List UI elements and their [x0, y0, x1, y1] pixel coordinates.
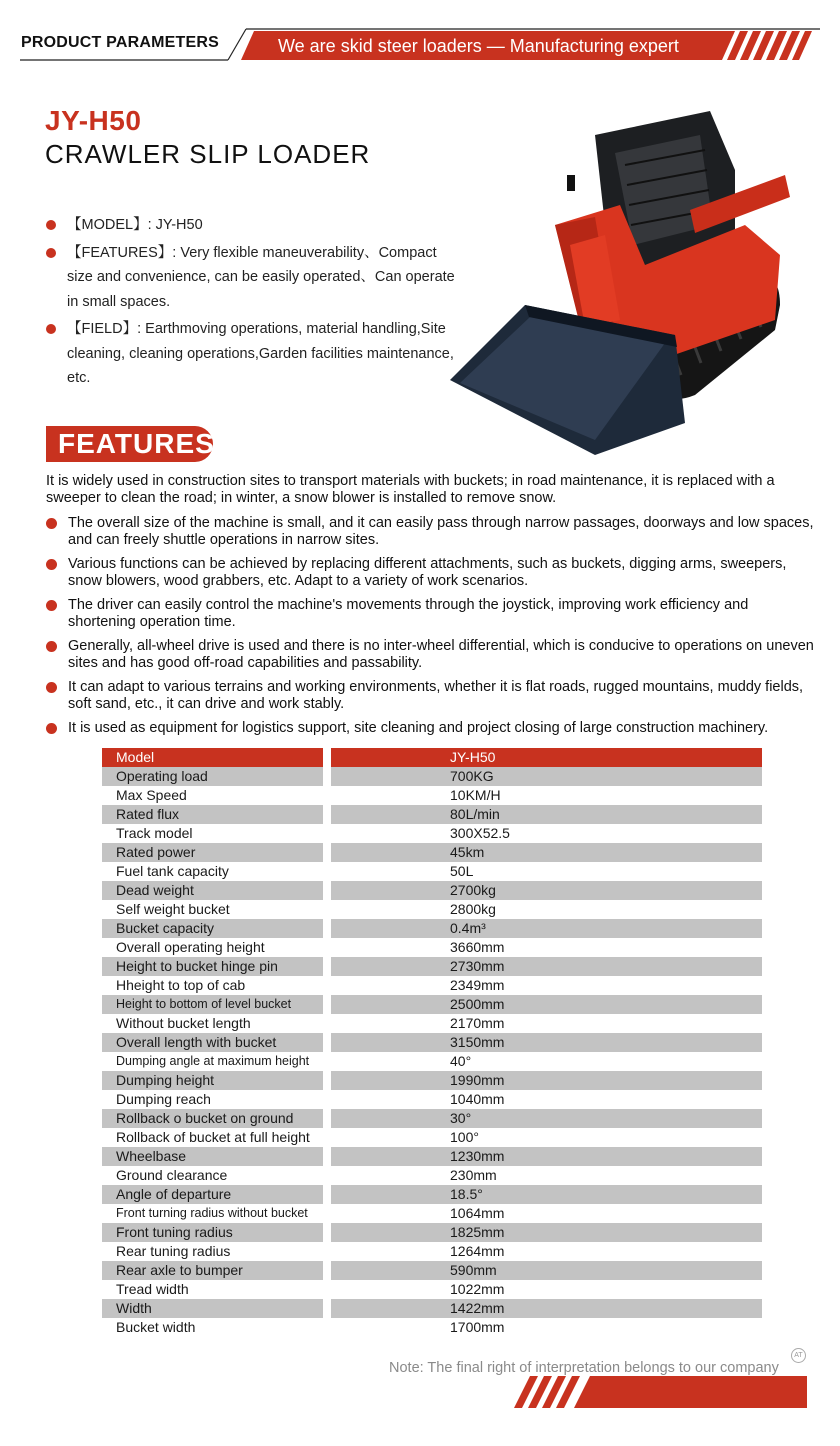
table-row: [102, 1280, 762, 1299]
spec-label: Bucket width: [116, 1319, 196, 1335]
feature-item-text: The overall size of the machine is small, and it can easily pass through narrow passages, doorways and low spaces, and can freely shuttle operations in narrow sites.: [68, 515, 814, 548]
spec-label: Dumping angle at maximum height: [116, 1054, 310, 1068]
feature-item-text: Various functions can be achieved by replacing different attachments, such as buckets, digging arms, sweepers, snow blowers, wood grabbers, etc. Adapt to a variety of work scenarios.: [68, 556, 787, 589]
spec-value: 2170mm: [450, 1015, 505, 1031]
spec-value: 80L/min: [331, 805, 762, 824]
table-row: [102, 1052, 762, 1071]
spec-label: Dead weight: [102, 881, 323, 900]
spec-label: Dumping height: [102, 1071, 323, 1090]
bullet-dot-icon: [46, 220, 56, 230]
intro-item-text: 【FIELD】: Earthmoving operations, material handling,Site cleaning, cleaning operations,Garden facilities maintenance, etc.: [67, 321, 454, 386]
spec-value: 30°: [331, 1109, 762, 1128]
table-row: [102, 1071, 762, 1090]
spec-table: [102, 748, 762, 1337]
spec-header-value: JY-H50: [331, 748, 762, 767]
feature-item-text: The driver can easily control the machine's movements through the joystick, improving work efficiency and shortening operation time.: [68, 597, 749, 630]
spec-label: Rear axle to bumper: [102, 1261, 323, 1280]
spec-value: 590mm: [331, 1261, 762, 1280]
intro-item-features: [46, 241, 456, 315]
table-row: [102, 767, 762, 786]
footer-decoration: [0, 1376, 840, 1412]
spec-label: Width: [102, 1299, 323, 1318]
spec-value: 2730mm: [331, 957, 762, 976]
spec-label: Height to bottom of level bucket: [102, 995, 323, 1014]
spec-value: 1022mm: [450, 1281, 505, 1297]
table-row: [102, 824, 762, 843]
table-row: [102, 976, 762, 995]
spec-value: 1230mm: [331, 1147, 762, 1166]
spec-label: Without bucket length: [116, 1015, 251, 1031]
spec-label: Rated power: [102, 843, 323, 862]
features-intro: It is widely used in construction sites to transport materials with buckets; in road maintenance, it is replaced with a sweeper to clean the road; in winter, a snow blower is installed to remove snow.: [46, 473, 775, 506]
spec-value: 1040mm: [450, 1091, 505, 1107]
spec-value: 1064mm: [450, 1205, 505, 1221]
spec-value: 1264mm: [450, 1243, 505, 1259]
spec-label: Overall operating height: [116, 939, 265, 955]
spec-label: Rollback o bucket on ground: [102, 1109, 323, 1128]
spec-label: Ground clearance: [116, 1167, 228, 1183]
intro-list: [46, 213, 456, 394]
table-row: [102, 995, 762, 1014]
spec-value: 3660mm: [450, 939, 505, 955]
table-row: [102, 938, 762, 957]
feature-item-text: Generally, all-wheel drive is used and there is no inter-wheel differential, which is conducive to operations on uneven sites and has good off-road capabilities and passability.: [68, 638, 814, 671]
spec-label: Height to bucket hinge pin: [102, 957, 323, 976]
bullet-dot-icon: [46, 641, 57, 652]
table-row: [102, 1261, 762, 1280]
page-header: [0, 0, 840, 70]
spec-label: Hheight to top of cab: [116, 977, 246, 993]
intro-item-text: 【MODEL】: JY-H50: [67, 217, 203, 233]
features-badge: FEATURES: [46, 426, 213, 462]
spec-label: Track model: [116, 825, 193, 841]
bullet-dot-icon: [46, 600, 57, 611]
footer-note: Note: The final right of interpretation belongs to our company: [389, 1360, 779, 1376]
feature-item: [46, 597, 816, 631]
spec-label: Bucket capacity: [102, 919, 323, 938]
table-row: [102, 843, 762, 862]
table-row: [102, 1014, 762, 1033]
spec-label: Self weight bucket: [116, 901, 230, 917]
spec-label: Operating load: [102, 767, 323, 786]
spec-label: Overall length with bucket: [102, 1033, 323, 1052]
spec-header-label: Model: [102, 748, 323, 767]
at-watermark-icon: AT: [791, 1348, 806, 1363]
bullet-dot-icon: [46, 324, 56, 334]
spec-value: 2800kg: [450, 901, 496, 917]
spec-value: 2700kg: [331, 881, 762, 900]
table-row: [102, 1166, 762, 1185]
spec-value: 40°: [450, 1053, 472, 1069]
bullet-dot-icon: [46, 723, 57, 734]
spec-value: 100°: [450, 1129, 479, 1145]
spec-value: 1825mm: [331, 1223, 762, 1242]
bullet-dot-icon: [46, 682, 57, 693]
spec-value: 18.5°: [331, 1185, 762, 1204]
spec-value: 45km: [331, 843, 762, 862]
spec-label: Max Speed: [116, 787, 187, 803]
table-row: [102, 881, 762, 900]
table-row: [102, 1185, 762, 1204]
table-row: [102, 1242, 762, 1261]
spec-value: 700KG: [331, 767, 762, 786]
spec-label: Rear tuning radius: [116, 1243, 231, 1259]
table-row: [102, 786, 762, 805]
spec-label: Angle of departure: [102, 1185, 323, 1204]
spec-value: 50L: [450, 863, 474, 879]
spec-value: 0.4m³: [331, 919, 762, 938]
feature-item-text: It can adapt to various terrains and working environments, whether it is flat roads, rugged mountains, muddy fields, soft sand, etc., it can drive and work stably.: [68, 679, 804, 712]
feature-item: [46, 556, 816, 590]
bullet-dot-icon: [46, 518, 57, 529]
spec-label: Wheelbase: [102, 1147, 323, 1166]
spec-value: 1990mm: [331, 1071, 762, 1090]
table-row: [102, 1223, 762, 1242]
table-row: [102, 919, 762, 938]
features-list: [46, 515, 816, 744]
spec-value: 230mm: [450, 1167, 497, 1183]
feature-item-text: It is used as equipment for logistics support, site cleaning and project closing of large construction machinery.: [68, 720, 769, 736]
table-row: [102, 957, 762, 976]
spec-value: 2349mm: [450, 977, 505, 993]
spec-header-row: [102, 748, 762, 767]
header-slogan: We are skid steer loaders — Manufacturing expert: [278, 36, 679, 56]
spec-label: Rated flux: [102, 805, 323, 824]
spec-label: Tread width: [116, 1281, 189, 1297]
product-parameters-title: PRODUCT PARAMETERS: [21, 34, 219, 51]
spec-value: 300X52.5: [450, 825, 510, 841]
spec-value: 1700mm: [450, 1319, 505, 1335]
table-row: [102, 805, 762, 824]
intro-item-field: [46, 317, 456, 391]
feature-item: [46, 679, 816, 713]
feature-item: [46, 638, 816, 672]
feature-item: [46, 720, 816, 737]
product-code: JY-H50: [45, 105, 142, 136]
bullet-dot-icon: [46, 248, 56, 258]
spec-label: Dumping reach: [116, 1091, 211, 1107]
spec-label: Fuel tank capacity: [116, 863, 229, 879]
table-row: [102, 862, 762, 881]
table-row: [102, 1204, 762, 1223]
spec-value: 1422mm: [331, 1299, 762, 1318]
spec-value: 3150mm: [331, 1033, 762, 1052]
feature-item: [46, 515, 816, 549]
crawler-loader-image: [445, 105, 795, 465]
table-row: [102, 1109, 762, 1128]
spec-value: 2500mm: [331, 995, 762, 1014]
bullet-dot-icon: [46, 559, 57, 570]
table-row: [102, 1128, 762, 1147]
intro-item-text: 【FEATURES】: Very flexible maneuverability、Compact size and convenience, can be easily operated、Can operate in small spaces.: [67, 244, 455, 310]
table-row: [102, 1090, 762, 1109]
intro-item-model: [46, 213, 456, 238]
spec-label: Front tuning radius: [102, 1223, 323, 1242]
spec-value: 10KM/H: [450, 787, 501, 803]
table-row: [102, 1299, 762, 1318]
table-row: [102, 1318, 762, 1337]
table-row: [102, 1147, 762, 1166]
table-row: [102, 900, 762, 919]
product-name: CRAWLER SLIP LOADER: [45, 139, 371, 169]
spec-label: Front turning radius without bucket: [116, 1206, 308, 1220]
table-row: [102, 1033, 762, 1052]
spec-label: Rollback of bucket at full height: [116, 1129, 310, 1145]
